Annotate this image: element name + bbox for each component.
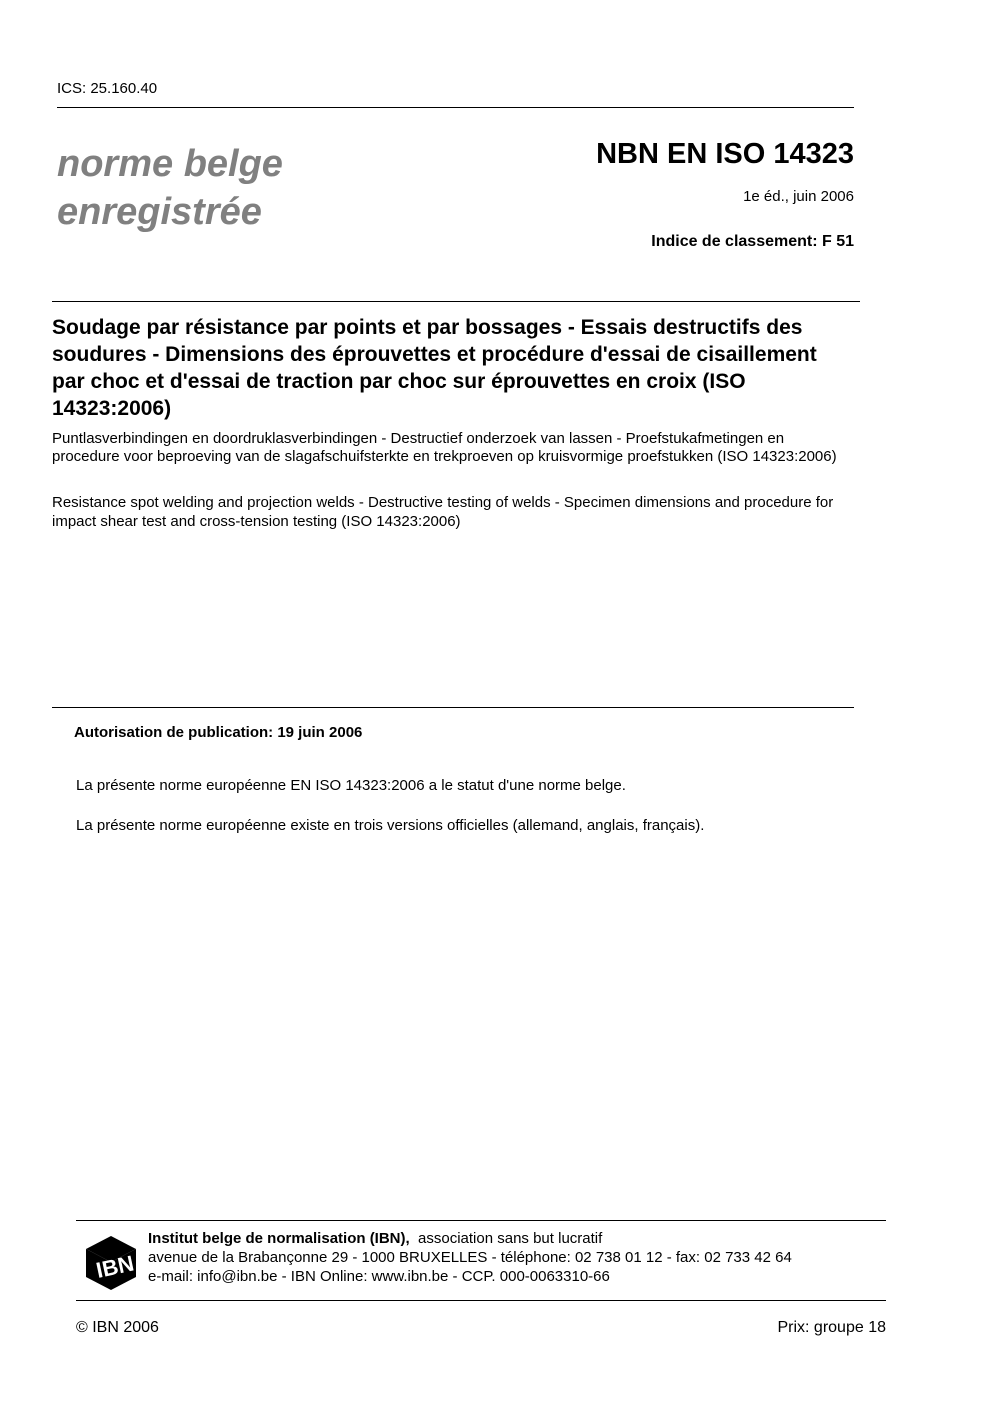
institute-line <box>148 1229 792 1248</box>
edition-info: 1e éd., juin 2006 <box>743 188 854 205</box>
classification-index: Indice de classement: F 51 <box>651 233 854 250</box>
ics-code: ICS: 25.160.40 <box>57 80 158 97</box>
publication-authorization: Autorisation de publication: 19 juin 2006 <box>74 724 363 741</box>
footer-bottom-rule <box>76 1300 886 1301</box>
institute-type: association sans but lucratif <box>418 1230 603 1247</box>
institute-info <box>148 1229 792 1286</box>
title-dutch: Puntlasverbindingen en doordruklasverbindingen - Destructief onderzoek van lassen - Proefstukafmetingen en procedure voor beproeving van de slagafschuifsterkte en trekproeven op kruisvormige proefstukken (ISO 14323:2006) <box>52 430 837 465</box>
ibn-logo-icon <box>84 1234 138 1292</box>
status-paragraph: La présente norme européenne EN ISO 14323:2006 a le statut d'une norme belge. <box>76 777 626 794</box>
title-top-rule <box>52 301 860 302</box>
institute-contact: e-mail: info@ibn.be - IBN Online: www.ibn.be - CCP. 000-0063310-66 <box>148 1268 610 1285</box>
body-top-rule <box>52 707 854 708</box>
logo-letters: IBN <box>93 1250 137 1283</box>
standard-code: NBN EN ISO 14323 <box>596 138 854 170</box>
institute-name: Institut belge de normalisation (IBN), <box>148 1230 410 1247</box>
versions-paragraph: La présente norme européenne existe en trois versions officielles (allemand, anglais, français). <box>76 817 705 834</box>
brand-title <box>57 140 283 236</box>
price-group: Prix: groupe 18 <box>777 1319 886 1336</box>
brand-line-1: norme belge <box>57 143 283 185</box>
copyright: © IBN 2006 <box>76 1319 159 1336</box>
title-french: Soudage par résistance par points et par bossages - Essais destructifs des soudures - Dimensions des éprouvettes et procédure d'essai de cisaillement par choc et d'essai de traction par choc sur éprouvettes en croix (ISO 14323:2006) <box>52 316 817 420</box>
brand-line-2: enregistrée <box>57 191 262 233</box>
institute-address: avenue de la Brabançonne 29 - 1000 BRUXELLES - téléphone: 02 738 01 12 - fax: 02 733 42 64 <box>148 1249 792 1266</box>
footer-top-rule <box>76 1220 886 1221</box>
title-english: Resistance spot welding and projection welds - Destructive testing of welds - Specimen dimensions and procedure for impact shear test and cross-tension testing (ISO 14323:2006) <box>52 494 834 530</box>
header-top-rule <box>57 107 854 108</box>
